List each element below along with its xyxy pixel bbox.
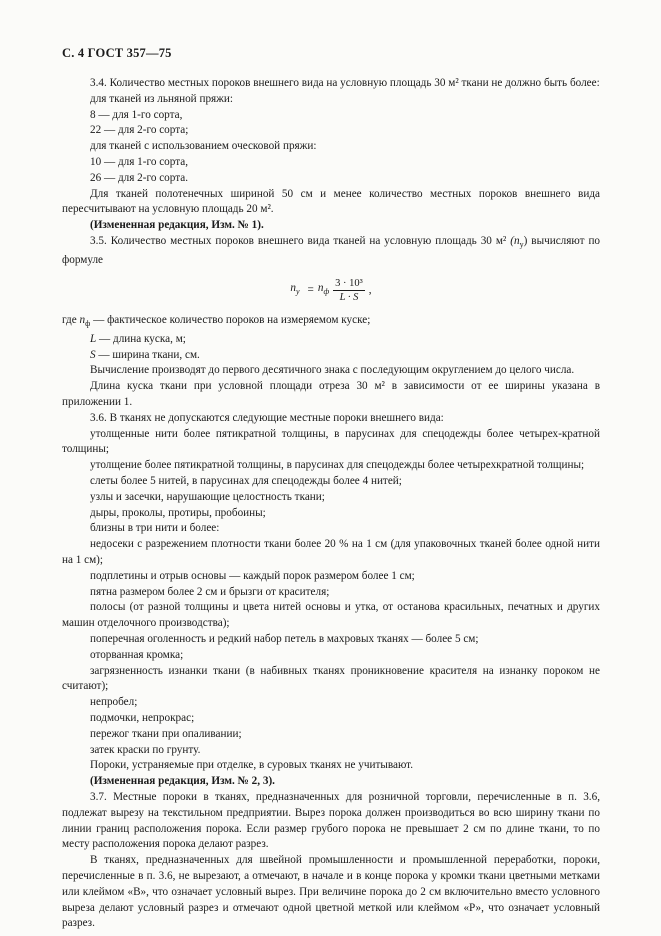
formula-definitions bbox=[62, 313, 600, 364]
list-item: пережог ткани при опаливании; bbox=[90, 727, 242, 740]
edit-note-1: (Измененная редакция, Изм. № 1). bbox=[90, 219, 264, 232]
clause-3-7-continued: В тканях, предназначенных для швейной промышленности и промышленной переработки, пороки, перечисленные в п. 3.6, не вырезают, а отмечают, в начале и в конце порока у кромки ткани цветными метками или клеймом «В», что означает условный вырез. При величине порока до 2 см включительно вместо условного выреза делают условный разрез и отмечают одной цветной меткой или клеймом «Р», что означает условный разрез. bbox=[62, 854, 600, 930]
def-S bbox=[62, 348, 600, 364]
clause-3-5-close: ) bbox=[523, 234, 528, 247]
list-item: полосы (от разной толщины и цвета нитей основы и утка, от останова красильных, печатных и других машин отделочного производства); bbox=[62, 601, 600, 630]
clause-3-5 bbox=[62, 234, 600, 269]
def-n-ph bbox=[62, 313, 600, 332]
formula-rhs bbox=[318, 281, 329, 300]
list-item: пятна размером более 2 см и брызги от красителя; bbox=[90, 585, 330, 598]
formula-denominator: L · S bbox=[339, 292, 359, 304]
list-item: утолщенные нити более пятикратной толщины, в парусинах для спецодежды более четырех-кратной толщины; bbox=[62, 427, 600, 456]
length-paragraph: Длина куска ткани при условной площади отреза 30 м² в зависимости от ее ширины указана в приложении 1. bbox=[62, 380, 600, 409]
list-item: узлы и засечки, нарушающие целостность ткани; bbox=[90, 490, 325, 503]
clause-3-5-main: 3.5. Количество местных пороков внешнего вида тканей на условную площадь 30 м² bbox=[90, 234, 507, 247]
list-item: поперечная оголенность и редкий набор петель в махровых тканях — более 5 см; bbox=[90, 632, 479, 645]
list-item: дыры, проколы, протиры, пробоины; bbox=[90, 506, 266, 519]
formula-lhs-sub: у bbox=[295, 287, 300, 297]
list-item: затек краски по грунту. bbox=[90, 743, 201, 756]
clause-3-5-var: (n bbox=[510, 234, 520, 247]
defect-list bbox=[62, 427, 600, 759]
formula-lhs bbox=[290, 281, 299, 300]
where-prefix: где bbox=[62, 313, 77, 326]
formula bbox=[62, 269, 600, 313]
formula-numerator: 3 · 10³ bbox=[335, 278, 363, 290]
page-header: С. 4 ГОСТ 357—75 bbox=[62, 46, 172, 60]
where-sub: ф bbox=[85, 319, 91, 329]
towel-paragraph: Для тканей полотенечных шириной 50 см и менее количество местных пороков внешнего вида пересчитывают на условную площадь 20 м². bbox=[62, 187, 600, 216]
list-item: утолщение более пятикратной толщины, в парусинах для спецодежды более четырехкратной толщины; bbox=[90, 459, 585, 472]
finishing-paragraph: Пороки, устраняемые при отделке, в суровых тканях не учитывают. bbox=[90, 759, 414, 772]
list-item: близны в три нити и более: bbox=[90, 522, 220, 535]
linen-grade-1: 8 — для 1-го сорта, bbox=[90, 108, 183, 121]
edit-note-2: (Измененная редакция, Изм. № 2, 3). bbox=[90, 775, 275, 788]
clause-3-4: 3.4. Количество местных пороков внешнего вида на условную площадь 30 м² ткани не должно быть более: bbox=[90, 77, 600, 89]
linen-grade-2: 22 — для 2-го сорта; bbox=[90, 124, 189, 137]
clause-3-7: 3.7. Местные пороки в тканях, предназначенных для розничной торговли, перечисленные в п. 3.6, подлежат вырезу на текстильном предприятии. Вырез порока должен производиться во всю ширину ткани по линии границ расположения порока. Если размер грубого порока не превышает 2 см по длине ткани, то по месту расположения порока делают разрез. bbox=[62, 790, 600, 851]
formula-fraction bbox=[333, 277, 365, 304]
document-body bbox=[62, 76, 600, 932]
list-item: недосеки с разрежением плотности ткани более 20 % на 1 см (для упаковочных тканей более одной нити на 1 см); bbox=[62, 538, 600, 566]
clause-3-5-sub: у bbox=[519, 240, 524, 250]
clause-3-6: 3.6. В тканях не допускаются следующие местные пороки внешнего вида: bbox=[90, 411, 444, 424]
where-var: n bbox=[79, 313, 86, 326]
def-L bbox=[62, 332, 600, 348]
list-item: подплетины и отрыв основы — каждый порок размером более 1 см; bbox=[90, 569, 415, 582]
linen-label: для тканей из льняной пряжи: bbox=[90, 92, 234, 105]
formula-equals: = bbox=[307, 283, 314, 296]
ochesok-label: для тканей с использованием оческовой пряжи: bbox=[90, 140, 317, 153]
def-S-text: — ширина ткани, см. bbox=[98, 348, 200, 361]
where-text: — фактическое количество пороков на измеряемом куске; bbox=[93, 313, 371, 326]
formula-rhs-sub: ф bbox=[323, 287, 330, 297]
def-L-var: L bbox=[90, 332, 97, 345]
formula-rhs-var: n bbox=[317, 282, 324, 295]
def-L-text: — длина куска, м; bbox=[99, 332, 186, 345]
list-item: оторванная кромка; bbox=[90, 648, 184, 661]
formula-lhs-var: n bbox=[290, 282, 296, 295]
list-item: загрязненность изнанки ткани (в набивных тканях проникновение красителя на изнанку пороком не считают); bbox=[62, 664, 600, 693]
ochesok-grade-2: 26 — для 2-го сорта. bbox=[90, 171, 188, 184]
def-S-var: S bbox=[90, 348, 96, 361]
ochesok-grade-1: 10 — для 1-го сорта, bbox=[90, 155, 188, 168]
rounding-paragraph: Вычисление производят до первого десятичного знака с последующим округлением до целого числа. bbox=[90, 364, 575, 377]
list-item: подмочки, непрокрас; bbox=[90, 711, 195, 724]
list-item: непробел; bbox=[90, 696, 138, 709]
clause-3-5-tail: вычисляют по формуле bbox=[62, 234, 601, 266]
formula-trail: , bbox=[368, 283, 372, 296]
list-item: слеты более 5 нитей, в парусинах для спецодежды более 4 нитей; bbox=[90, 475, 402, 487]
